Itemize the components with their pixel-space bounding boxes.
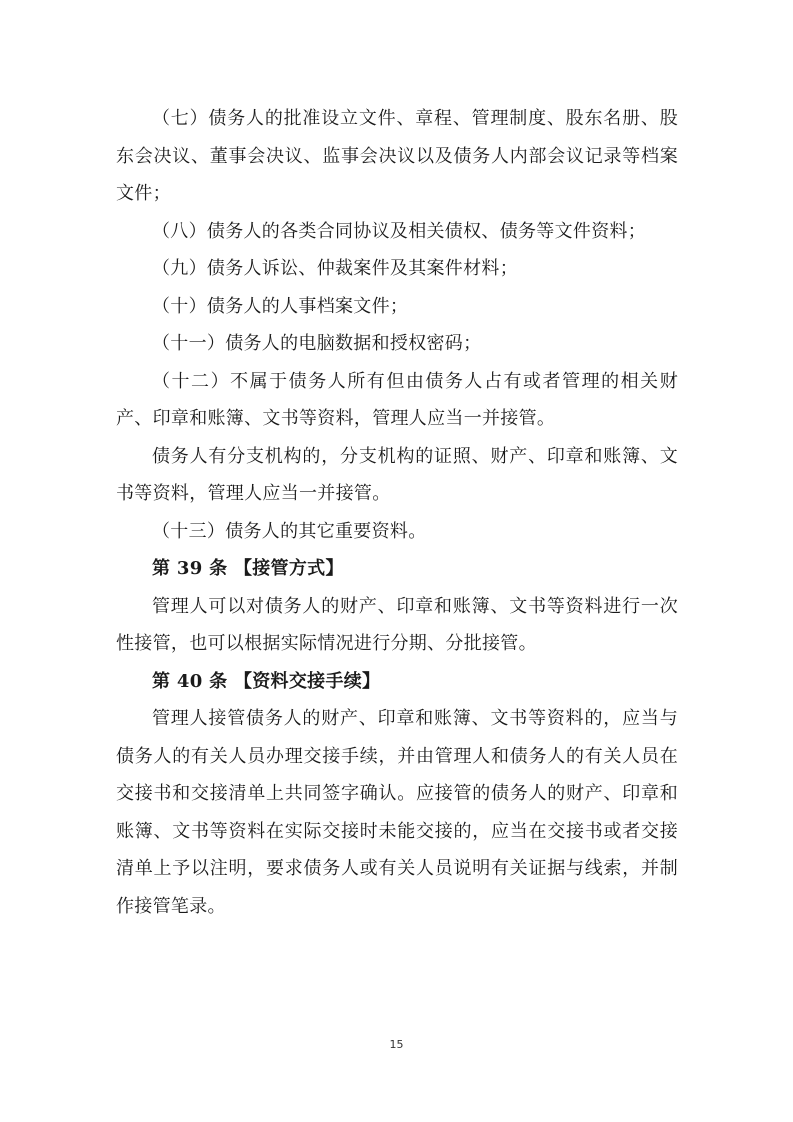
paragraph-item-11: （十一）债务人的电脑数据和授权密码； xyxy=(152,333,482,354)
paragraph-item-13: （十三）债务人的其它重要资料。 xyxy=(152,520,427,542)
paragraph-item-12: （十二）不属于债务人所有但由债务人占有或者管理的相关财产、印章和账簿、文书等资料，管理人应当一并接管。 xyxy=(116,370,678,429)
paragraph-branch-note: 债务人有分支机构的，分支机构的证照、财产、印章和账簿、文书等资料，管理人应当一并接管。 xyxy=(116,445,678,504)
page-number: 15 xyxy=(389,1038,404,1051)
paragraph-item-8: （八）债务人的各类合同协议及相关债权、债务等文件资料； xyxy=(152,220,647,242)
document-page xyxy=(116,100,678,925)
paragraph-item-9: （九）债务人诉讼、仲裁案件及其案件材料； xyxy=(152,258,518,279)
article-40-body: 管理人接管债务人的财产、印章和账簿、文书等资料的，应当与债务人的有关人员办理交接手续，并由管理人和债务人的有关人员在交接书和交接清单上共同签字确认。应接管的债务人的财产、印章和账簿、文书等资料在实际交接时未能交接的，应当在交接书或者交接清单上予以注明，要求债务人或有关人员说明有关证据与线索，并制作接管笔录。 xyxy=(116,708,678,917)
paragraph-item-7: （七）债务人的批准设立文件、章程、管理制度、股东名册、股东会决议、董事会决议、监事会决议以及债务人内部会议记录等档案文件； xyxy=(116,108,678,204)
article-39-heading: 第 39 条 【接管方式】 xyxy=(152,558,344,579)
paragraph-item-10: （十）债务人的人事档案文件； xyxy=(152,295,409,317)
article-40-heading: 第 40 条 【资料交接手续】 xyxy=(152,670,381,692)
article-39-body: 管理人可以对债务人的财产、印章和账簿、文书等资料进行一次性接管，也可以根据实际情况进行分期、分批接管。 xyxy=(116,595,678,654)
